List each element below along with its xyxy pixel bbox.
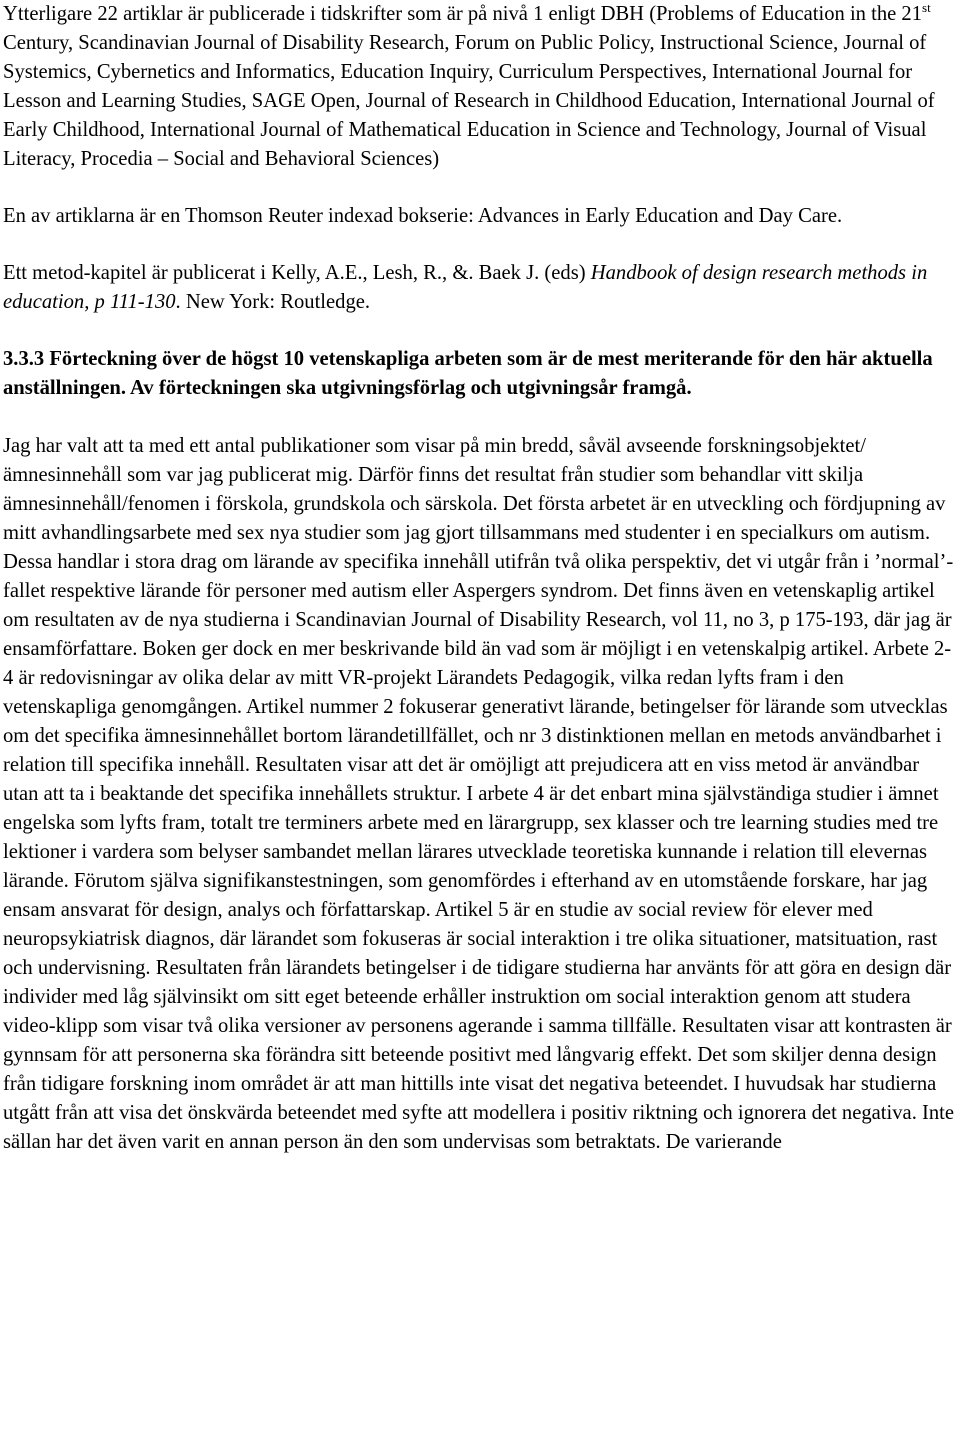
paragraph-book-series: En av artiklarna är en Thomson Reuter indexad bokserie: Advances in Early Education and Day Care. <box>3 205 843 227</box>
method-chapter-book-title: Handbook of design research methods in education, p 111-130 <box>3 262 928 313</box>
paragraph-journal-list-text: Ytterligare 22 artiklar är publicerade i tidskrifter som är på nivå 1 enligt DBH (Problems of Education in the 21 <box>3 3 923 25</box>
paragraph-method-chapter <box>3 259 957 317</box>
paragraph-journal-list-text-continued: Century, Scandinavian Journal of Disability Research, Forum on Public Policy, Instructional Science, Journal of Systemics, Cybernetics and Informatics, Education Inquiry, Curriculum Perspectives, International Journal for Lesson and Learning Studies, SAGE Open, Journal of Research in Childhood Education, International Journal of Early Childhood, International Journal of Mathematical Education in Science and Technology, Journal of Visual Literacy, Procedia – Social and Behavioral Sciences) <box>3 32 935 170</box>
paragraph-journal-list <box>3 0 957 174</box>
method-chapter-tail: . New York: Routledge. <box>175 291 371 313</box>
section-heading: 3.3.3 Förteckning över de högst 10 vetenskapliga arbeten som är de mest meriterande för den här aktuella anställningen. Av förteckningen ska utgivningsförlag och utgivningsår framgå. <box>3 348 933 399</box>
superscript-st: st <box>922 0 931 16</box>
paragraph-publications-description: Jag har valt att ta med ett antal publikationer som visar på min bredd, såväl avseende forskningsobjektet/ämnesinnehåll som var jag publicerat mig. Därför finns det resultat från studier som behandlar vitt skilja ämnesinnehåll/fenomen i förskola, grundskola och särskola. Det första arbetet är en utveckling och fördjupning av mitt avhandlingsarbete med sex nya studier som jag gjort tillsammans med studenter i en specialkurs om autism. Dessa handlar i stora drag om lärande av specifika innehåll utifrån två olika perspektiv, det vi utgår från i ’normal’-fallet respektive lärande för personer med autism eller Aspergers syndrom. Det finns även en vetenskaplig artikel om resultaten av de nya studierna i Scandinavian Journal of Disability Research, vol 11, no 3, p 175-193, där jag är ensamförfattare. Boken ger dock en mer beskrivande bild än vad som är möjligt i en vetenskalpig artikel. Arbete 2-4 är redovisningar av olika delar av mitt VR-projekt Lärandets Pedagogik, vilka redan lyfts fram i den vetenskapliga genomgången. Artikel nummer 2 fokuserar generativt lärande, betingelser för lärande som utvecklas om det specifika ämnesinnehållet bortom lärandetillfället, och nr 3 distinktionen mellan en metods användbarhet i relation till specifika innehåll. Resultaten visar att det är omöjligt att prejudicera att en viss metod är användbar utan att ta i beaktande det specifika innehållets struktur. I arbete 4 är det enbart mina självständiga studier i ämnet engelska som lyfts fram, totalt tre terminers arbete med en lärargrupp, sex klasser och tre learning studies med tre lektioner i vardera som belyser sambandet mellan lärares utvecklade teoretiska kunnande i relation till elevernas lärande. Förutom själva signifikanstestningen, som genomfördes i efterhand av en utomstående forskare, har jag ensam ansvarat för design, analys och författarskap. Artikel 5 är en studie av social review för elever med neuropsykiatrisk diagnos, där lärandet som fokuseras är social interaktion i tre olika situationer, matsituation, rast och undervisning. Resultaten från lärandets betingelser i de tidigare studierna har använts för att göra en design där individer med låg självinsikt om sitt eget beteende erhåller instruktion om social interaktion genom att studera video-klipp som visar två olika versioner av personens agerande i samma tillfälle. Resultaten visar att kontrasten är gynnsam för att personerna ska förändra sitt beteende positivt med långvarig effekt. Det som skiljer denna design från tidigare forskning inom området är att man hittills inte visat det negativa beteendet. I huvudsak har studierna utgått från att visa det önskvärda beteendet med syfte att modellera i positiv riktning och ignorera det negativa. Inte sällan har det även varit en annan person än den som undervisas som betraktats. De varierande <box>3 435 955 1153</box>
method-chapter-lead: Ett metod-kapitel är publicerat i Kelly, A.E., Lesh, R., &. Baek J. (eds) <box>3 262 591 284</box>
